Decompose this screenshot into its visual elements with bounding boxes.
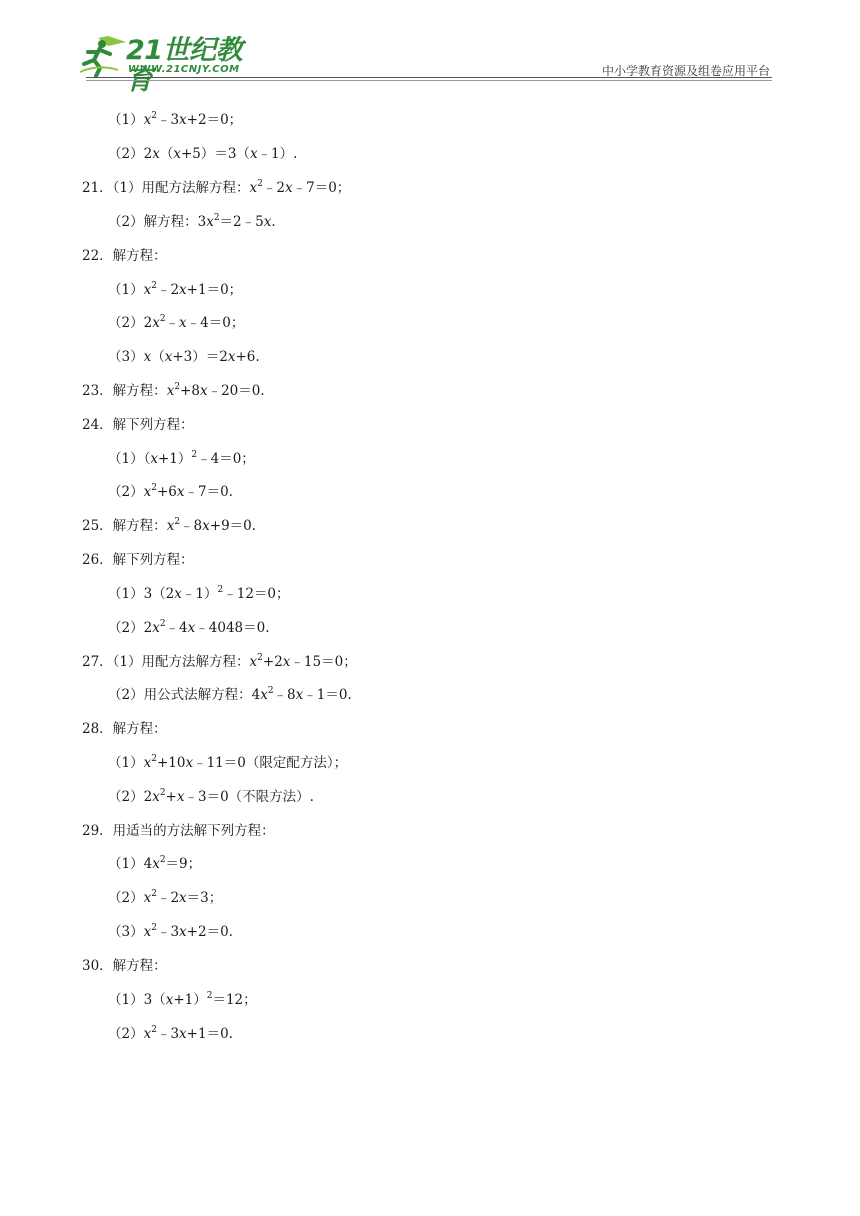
sub-question-line: （2）解方程：$3x^2=2﹣5x$. (108, 213, 276, 230)
sub-question-line: $(1)4x^2=9$； (108, 855, 202, 872)
sub-question-line: $(1)x^2+10x﹣11=0$（限定配方法）； (108, 754, 348, 771)
sub-question-line: $(2)2x^2+x﹣3=0$（不限方法）. (108, 788, 314, 805)
runner-logo-icon (78, 34, 128, 78)
logo-url: WWW.21CNJY.COM (128, 64, 240, 75)
question-line: 22．解方程： (82, 248, 167, 264)
question-line: 26．解下列方程： (82, 552, 194, 568)
question-line: 24．解下列方程： (82, 417, 194, 433)
question-line: 23．解方程：$x^2+8x﹣20=0$. (82, 382, 265, 399)
sub-question-line: $(1)x^2﹣2x+1=0$； (108, 281, 243, 298)
sub-question-line: $(2)2x^2﹣x﹣4=0$； (108, 314, 245, 331)
logo (78, 34, 258, 96)
header-divider-thin (86, 80, 772, 81)
sub-question-line: $(1)(x+1)^2﹣4=0$； (108, 450, 255, 467)
header-divider (86, 77, 772, 78)
question-line: 28．解方程： (82, 721, 167, 737)
sub-question-line: （3）x（x+3）＝2x+6. (108, 349, 260, 365)
question-line: 25．解方程：$x^2﹣8x+9=0$. (82, 517, 257, 534)
question-line: 21．（1）用配方法解方程：$x^2﹣2x﹣7=0$； (82, 179, 351, 196)
question-line: 30．解方程： (82, 958, 167, 974)
sub-question-line: （2）2x（x+5）＝3（x﹣1）. (108, 146, 298, 162)
sub-question-line: $(1)x^2﹣3x+2=0$； (108, 111, 243, 128)
sub-question-line: $(2)x^2﹣2x=3$； (108, 889, 223, 906)
sub-question-line: $(2)2x^2﹣4x﹣4048=0$. (108, 619, 270, 636)
site-name: 中小学教育资源及组卷应用平台 (601, 64, 770, 78)
question-line: 29．用适当的方法解下列方程： (82, 823, 275, 839)
sub-question-line: $(1)3(x+1)^2=12$； (108, 991, 257, 1008)
sub-question-line: （1）3（2x﹣1）$^2$﹣12＝0； (108, 585, 290, 602)
sub-question-line: $(2)x^2﹣3x+1=0$. (108, 1025, 233, 1042)
sub-question-line: $(2)x^2+6x﹣7=0$. (108, 483, 233, 500)
logo-text: 21世纪教育 (126, 35, 243, 96)
question-line: 27．（1）用配方法解方程：$x^2+2x﹣15=0$； (82, 653, 357, 670)
page-header (0, 0, 860, 96)
sub-question-line: （2）用公式法解方程：$4x^2﹣8x﹣1=0$. (108, 686, 352, 703)
sub-question-line: $(3)x^2﹣3x+2=0$. (108, 923, 233, 940)
